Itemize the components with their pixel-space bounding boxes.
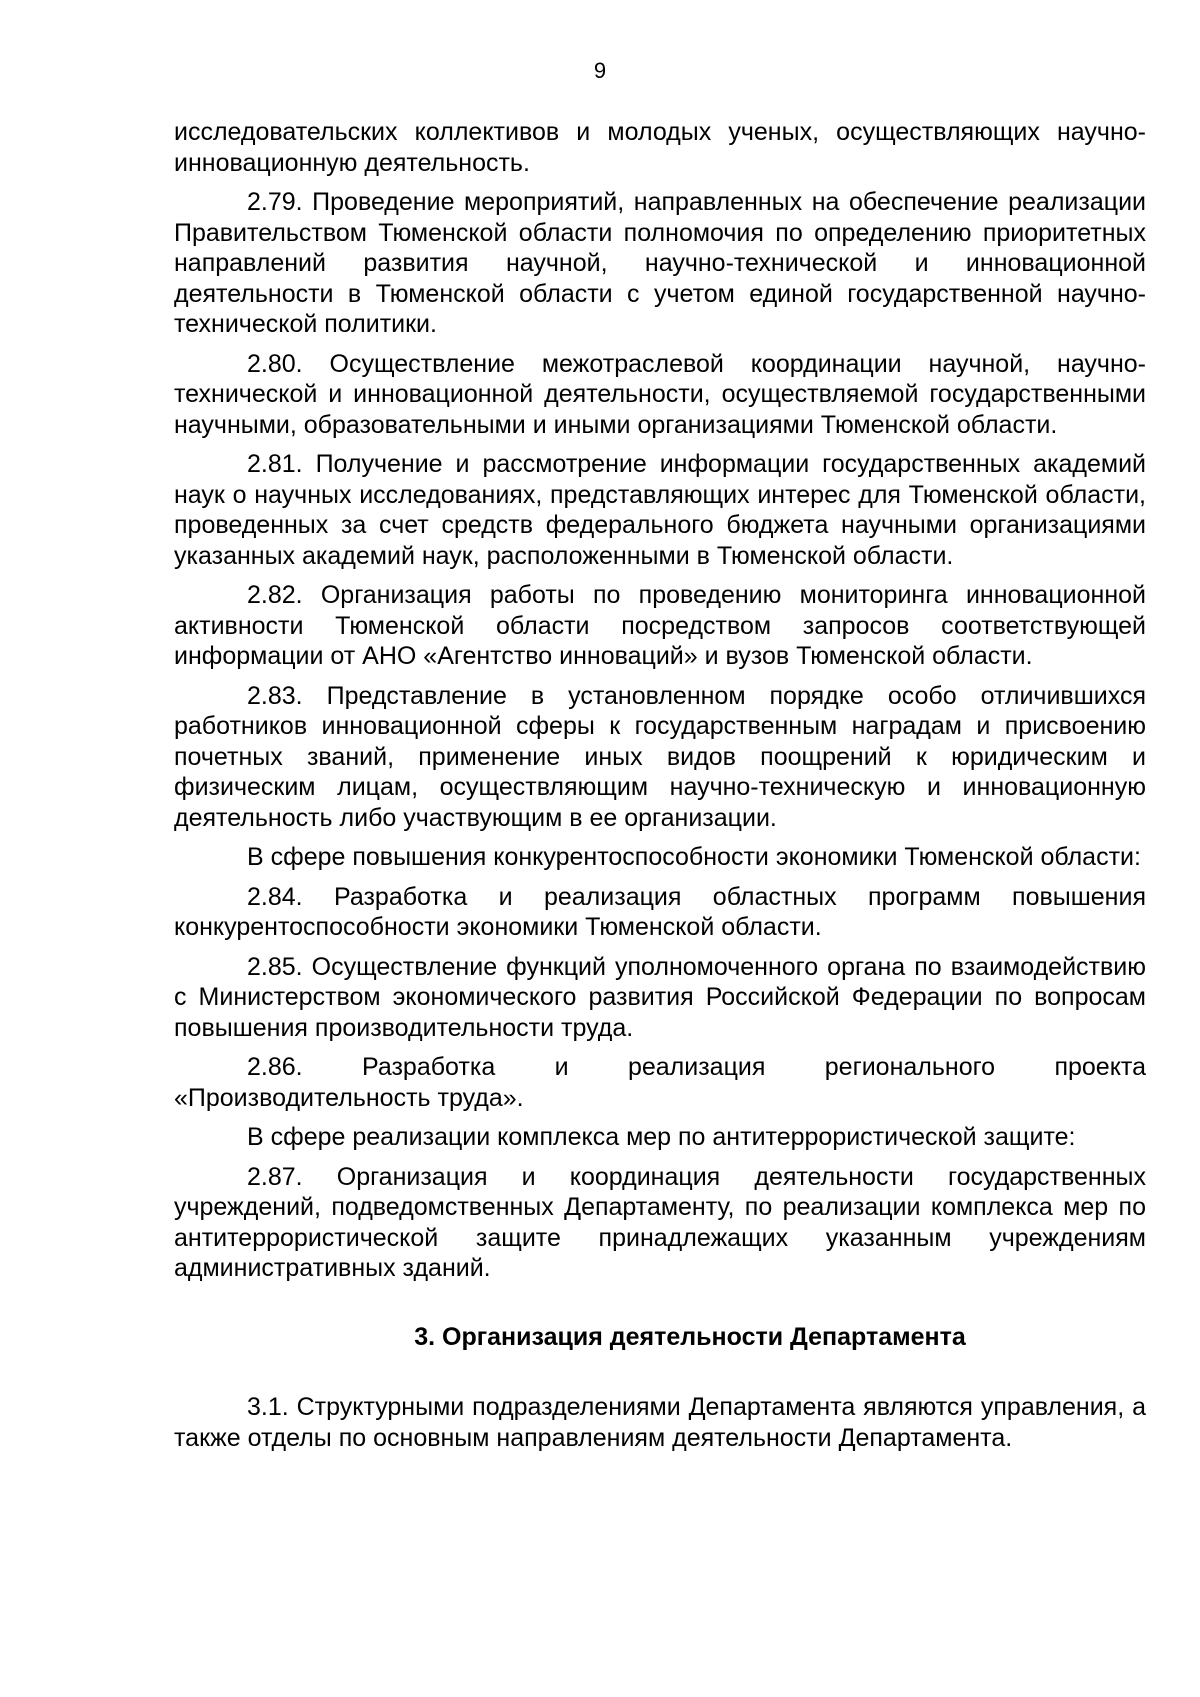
paragraph-2-87: 2.87. Организация и координация деятельности государственных учреждений, подведомственных Департаменту, по реализации комплекса мер по антитеррористической защите принадлежащих указанным учреждениям административных зданий. [174,1162,1146,1282]
paragraph-antiterror-intro: В сфере реализации комплекса мер по антитеррористической защите: [247,1123,1076,1151]
paragraph-2-85: 2.85. Осуществление функций уполномоченного органа по взаимодействию с Министерством экономического развития Российской Федерации по вопросам повышения производительности труда. [174,952,1146,1042]
paragraph-2-86: 2.86. Разработка и реализация регионального проекта «Производительность труда». [174,1053,1146,1112]
paragraph-2-84: 2.84. Разработка и реализация областных программ повышения конкурентоспособности экономики Тюменской области. [174,882,1146,941]
paragraph-continuation: исследовательских коллективов и молодых ученых, осуществляющих научно-инновационную деятельность. [174,118,1146,177]
paragraph-2-83: 2.83. Представление в установленном порядке особо отличившихся работников инновационной сферы к государственным наградам и присвоению почетных званий, применение иных видов поощрений к юридическим и физическим лицам, осуществляющим научно-техническую и инновационную деятельность либо участвующим в ее организации. [174,681,1146,832]
page-number: 9 [593,58,607,83]
document-body [174,117,1146,1462]
paragraph-2-81: 2.81. Получение и рассмотрение информации государственных академий наук о научных исследованиях, представляющих интерес для Тюменской области, проведенных за счет средств федерального бюджета научными организациями указанных академий наук, расположенными в Тюменской области. [174,450,1146,570]
paragraph-3-1: 3.1. Структурными подразделениями Департамента являются управления, а также отделы по основным направлениям деятельности Департамента. [174,1393,1146,1452]
paragraph-2-79: 2.79. Проведение мероприятий, направленных на обеспечение реализации Правительством Тюменской области полномочия по определению приоритетных направлений развития научной, научно-технической и инновационной деятельности в Тюменской области с учетом единой государственной научно-технической политики. [174,188,1146,338]
paragraph-2-80: 2.80. Осуществление межотраслевой координации научной, научно-технической и инновационной деятельности, осуществляемой государственными научными, образовательными и иными организациями Тюменской области. [174,349,1146,439]
paragraph-competitiveness-intro: В сфере повышения конкурентоспособности экономики Тюменской области: [247,843,1141,871]
section-heading: 3. Организация деятельности Департамента [414,1322,966,1351]
paragraph-2-82: 2.82. Организация работы по проведению мониторинга инновационной активности Тюменской области посредством запросов соответствующей информации от АНО «Агентство инноваций» и вузов Тюменской области. [174,581,1146,670]
